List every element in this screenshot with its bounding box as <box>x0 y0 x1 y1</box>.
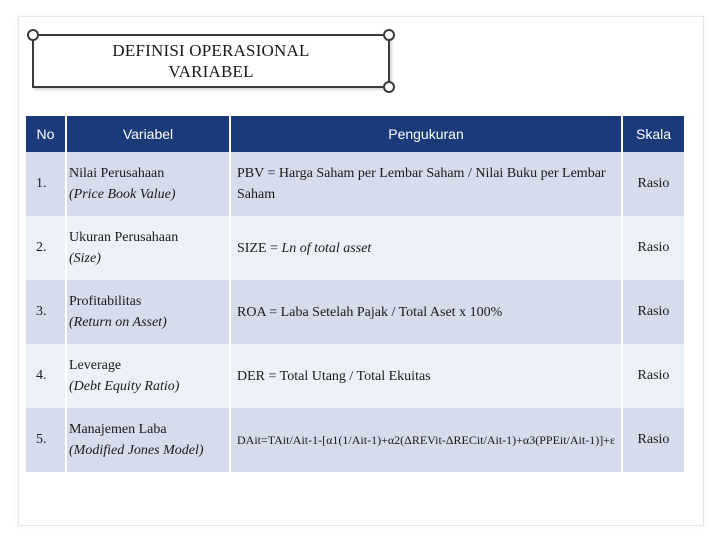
page-title: DEFINISI OPERASIONAL VARIABEL <box>112 41 310 81</box>
scroll-curl-icon <box>383 29 395 41</box>
measurement-italic: Ln of total asset <box>281 240 372 256</box>
row-number: 5. <box>26 408 66 472</box>
scroll-curl-icon <box>27 29 39 41</box>
scale-cell: Rasio <box>622 408 684 472</box>
variable-proxy: (Debt Equity Ratio) <box>69 379 180 394</box>
measurement-cell: ROA = Laba Setelah Pajak / Total Aset x 100% <box>230 280 622 344</box>
scale-cell: Rasio <box>622 152 684 216</box>
variable-cell <box>66 216 230 280</box>
variable-name: Leverage <box>69 358 122 373</box>
title-banner <box>32 34 390 88</box>
row-number: 2. <box>26 216 66 280</box>
variable-name: Nilai Perusahaan <box>69 166 165 181</box>
measurement-cell: DER = Total Utang / Total Ekuitas <box>230 344 622 408</box>
scale-cell: Rasio <box>622 344 684 408</box>
variable-proxy: (Size) <box>69 251 101 266</box>
variable-proxy: (Price Book Value) <box>69 187 176 202</box>
header-no: No <box>26 116 66 152</box>
measurement-cell: PBV = Harga Saham per Lembar Saham / Nilai Buku per Lembar Saham <box>230 152 622 216</box>
variable-cell <box>66 408 230 472</box>
measurement-cell <box>230 216 622 280</box>
scroll-curl-icon <box>383 81 395 93</box>
variable-proxy: (Modified Jones Model) <box>69 443 204 458</box>
table-row <box>26 344 684 408</box>
table-row <box>26 408 684 472</box>
table-header-row <box>26 116 684 152</box>
variable-proxy: (Return on Asset) <box>69 315 167 330</box>
variable-name: Manajemen Laba <box>69 422 167 437</box>
header-variabel: Variabel <box>66 116 230 152</box>
row-number: 4. <box>26 344 66 408</box>
table-row <box>26 216 684 280</box>
scale-cell: Rasio <box>622 280 684 344</box>
measurement-prefix: SIZE = <box>237 240 282 256</box>
measurement-cell <box>230 408 622 472</box>
variable-cell <box>66 280 230 344</box>
scale-cell: Rasio <box>622 216 684 280</box>
variable-name: Profitabilitas <box>69 294 142 309</box>
jones-formula: DAit=TAit/Ait-1-[α1(1/Ait-1)+α2(ΔREVit-ΔRECit/Ait-1)+α3(PPEit/Ait-1)]+ε <box>237 432 616 447</box>
variable-cell <box>66 152 230 216</box>
header-pengukuran: Pengukuran <box>230 116 622 152</box>
variable-name: Ukuran Perusahaan <box>69 230 179 245</box>
table-row <box>26 152 684 216</box>
variable-cell <box>66 344 230 408</box>
row-number: 1. <box>26 152 66 216</box>
variable-table <box>26 116 684 472</box>
table-row <box>26 280 684 344</box>
header-skala: Skala <box>622 116 684 152</box>
row-number: 3. <box>26 280 66 344</box>
